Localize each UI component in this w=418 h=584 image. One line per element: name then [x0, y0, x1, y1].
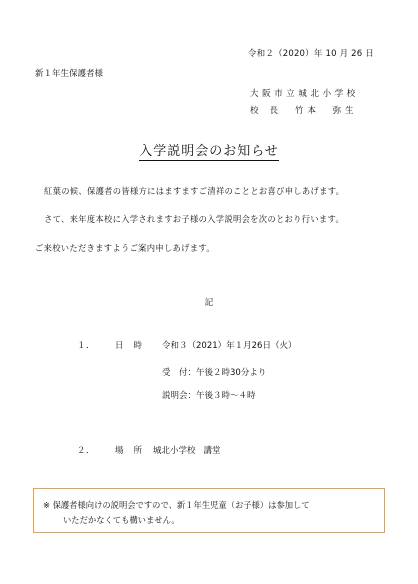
item-place-label: [77, 444, 152, 456]
event-date: 令和３（2021）年１月26日（火）: [162, 341, 297, 351]
place-school: 城北小学校: [153, 446, 196, 456]
title-text: 入学説明会のお知らせ: [139, 144, 279, 159]
item-number: ２．: [77, 446, 96, 456]
reception-time: 受 付：午後２時30分より: [162, 368, 267, 378]
ki-heading: 記: [204, 298, 214, 308]
school-name: 大阪市立城北小学校: [250, 89, 359, 99]
principal-line: [250, 104, 358, 116]
item-label-text: 場所: [115, 446, 153, 456]
issue-date: 令和２（2020）年 10 月 26 日: [247, 49, 374, 59]
session-time: 説明会：午後３時〜４時: [162, 391, 256, 401]
paragraph-announcement: さて、来年度本校に入学されますお子様の入学説明会を次のとおり行います。: [44, 214, 345, 224]
page-title: [0, 140, 418, 159]
principal-role: 校長: [250, 106, 290, 116]
paragraph-greeting: 紅葉の候、保護者の皆様方にはますますご清祥のこととお喜び申しあげます。: [44, 186, 345, 196]
note-line-2: いただかなくても構いません。: [63, 515, 180, 525]
place-hall: 講堂: [203, 446, 221, 456]
item-label-text: 日時: [115, 341, 153, 351]
event-place: [153, 444, 221, 456]
principal-name: 竹本 弥生: [295, 106, 358, 116]
recipient: 新１年生保護者様: [35, 69, 104, 79]
paragraph-invitation: ご来校いただきますようご案内申しあげます。: [35, 243, 215, 253]
note-line-1: ※ 保護者様向けの説明会ですので、新１年生児童（お子様）は参加して: [43, 500, 310, 510]
item-number: １．: [77, 341, 96, 351]
item-datetime-label: [77, 339, 152, 351]
